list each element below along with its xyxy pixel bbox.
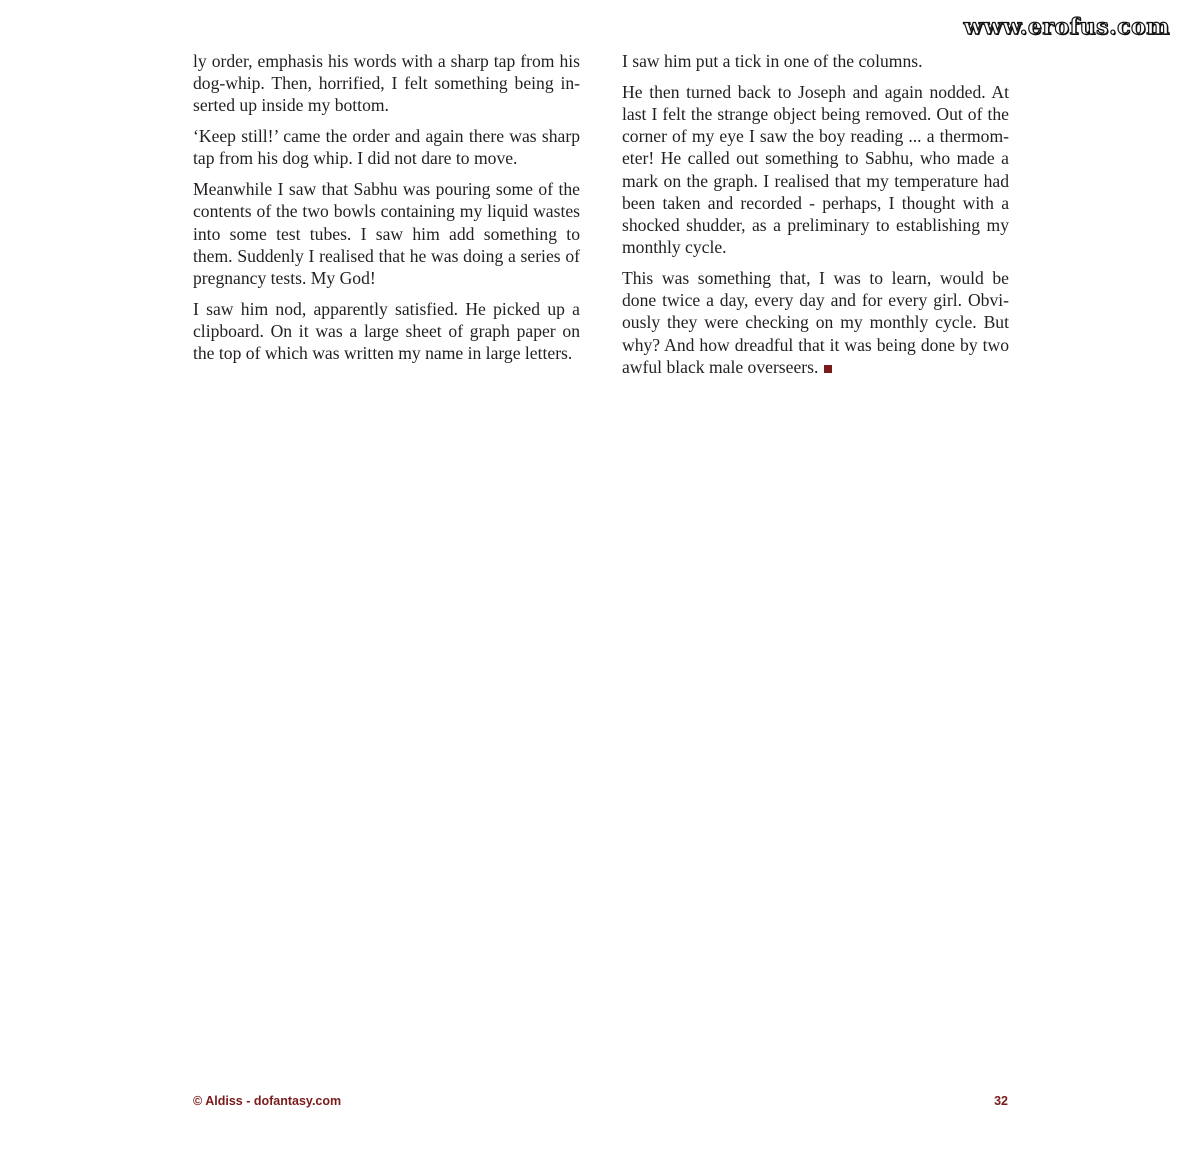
paragraph: Meanwhile I saw that Sabhu was pouring some of the contents of the two bowls containing my liquid wastes into some test tubes. I saw him add something to them. Suddenly I realised that he was doing a series of pregnancy tests. My God! (193, 179, 580, 289)
end-of-story-square-icon (824, 365, 832, 373)
paragraph-text: This was something that, I was to learn, would be done twice a day, every day and for every girl. Obviously they were checking on my monthly cycle. But why? And how dreadful that it was being done by two awful black male overseers. (622, 268, 1009, 377)
paragraph: I saw him nod, apparently satisfied. He picked up a clipboard. On it was a large sheet of graph paper on the top of which was written my name in large letters. (193, 298, 580, 364)
paragraph: He then turned back to Joseph and again nodded. At last I felt the strange object being removed. Out of the corner of my eye I saw the boy reading ... a thermometer! He called out something to Sabhu, who made a mark on the graph. I realised that my temperature had been taken and recorded - perhaps, I thought with a shocked shudder, as a preliminary to establishing my monthly cycle. (622, 81, 1009, 258)
watermark-text: www.erofus.com (963, 14, 1170, 40)
paragraph-final (622, 267, 1009, 378)
text-column-left (193, 50, 580, 373)
page-number: 32 (994, 1094, 1008, 1108)
text-column-right (622, 50, 1009, 387)
paragraph: ly order, emphasis his words with a sharp tap from his dog-whip. Then, horrified, I felt something being inserted up inside my bottom. (193, 51, 580, 116)
paragraph: I saw him put a tick in one of the columns. (622, 51, 923, 71)
paragraph: ‘Keep still!’ came the order and again there was sharp tap from his dog whip. I did not dare to move. (193, 126, 580, 169)
footer-copyright: © Aldiss - dofantasy.com (193, 1094, 342, 1108)
